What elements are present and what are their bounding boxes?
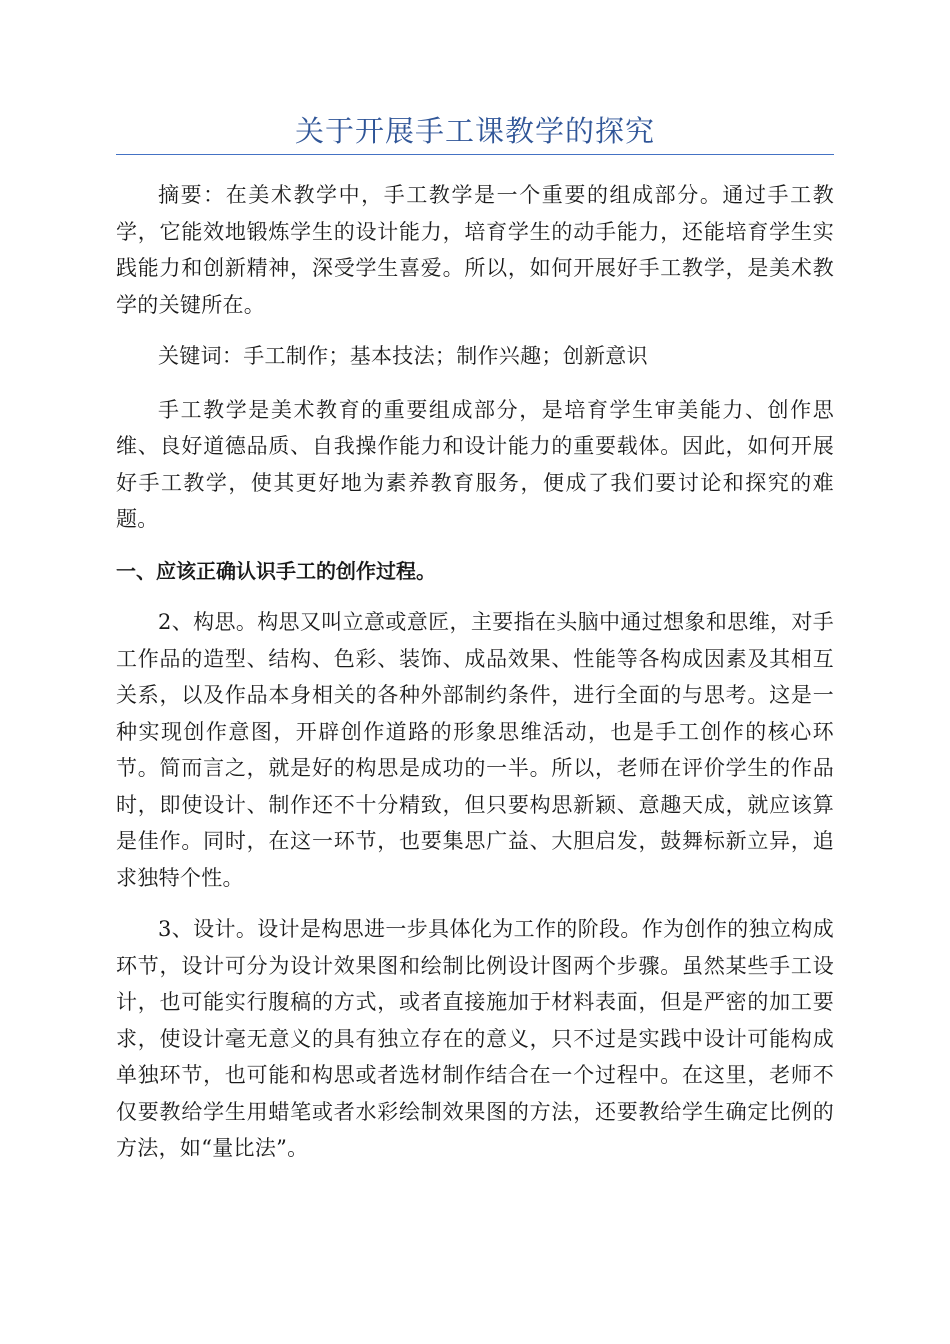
paragraph-concept: 2、构思。构思又叫立意或意匠，主要指在头脑中通过想象和思维，对手工作品的造型、结构、色彩、装饰、成品效果、性能等各构成因素及其相互关系，以及作品本身相关的各种外部制约条件，进行全面的与思考。这是一种实现创作意图，开辟创作道路的形象思维活动，也是手工创作的核心环节。简而言之，就是好的构思是成功的一半。所以，老师在评价学生的作品时，即使设计、制作还不十分精致，但只要构思新颖、意趣天成，就应该算是佳作。同时，在这一环节，也要集思广益、大胆启发，鼓舞标新立异，追求独特个性。 [116, 610, 834, 890]
title-underline [116, 154, 834, 155]
abstract-paragraph: 摘要：在美术教学中，手工教学是一个重要的组成部分。通过手工教学，它能效地锻炼学生的设计能力，培育学生的动手能力，还能培育学生实践能力和创新精神，深受学生喜爱。所以，如何开展好手工教学，是美术教学的关键所在。 [116, 183, 834, 317]
document-title: 关于开展手工课教学的探究 [294, 114, 655, 148]
section-heading: 一、应该正确认识手工的创作过程。 [116, 558, 436, 583]
paragraph-design: 3、设计。设计是构思进一步具体化为工作的阶段。作为创作的独立构成环节，设计可分为设计效果图和绘制比例设计图两个步骤。虽然某些手工设计，也可能实行腹稿的方式，或者直接施加于材料表面，但是严密的加工要求，使设计毫无意义的具有独立存在的意义，只不过是实践中设计可能构成单独环节，也可能和构思或者选材制作结合在一个过程中。在这里，老师不仅要教给学生用蜡笔或者水彩绘制效果图的方法，还要教给学生确定比例的方法，如“量比法”。 [116, 917, 834, 1160]
intro-paragraph: 手工教学是美术教育的重要组成部分，是培育学生审美能力、创作思维、良好道德品质、自我操作能力和设计能力的重要载体。因此，如何开展好手工教学，使其更好地为素养教育服务，便成了我们要讨论和探究的难题。 [116, 397, 834, 531]
keywords-paragraph: 关键词：手工制作；基本技法；制作兴趣；创新意识 [158, 344, 648, 368]
document-body [116, 177, 834, 1182]
